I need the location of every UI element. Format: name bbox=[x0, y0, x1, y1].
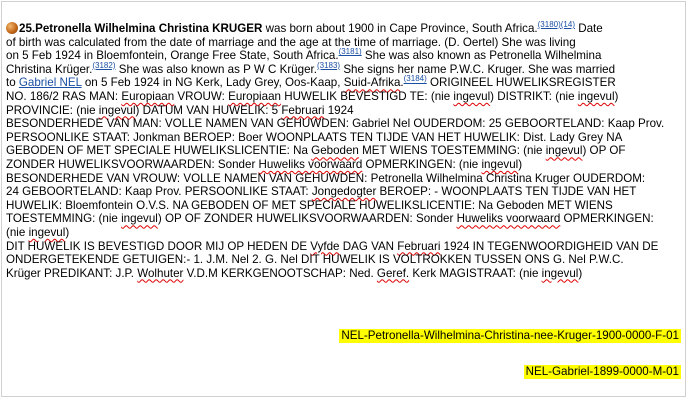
flagged-word: ingevul bbox=[545, 144, 583, 158]
text-line bbox=[6, 158, 686, 172]
text-segment: 1924 IN TEGENWOORDIGHEID VAN DE bbox=[440, 239, 659, 253]
flagged-word: Wolhuter bbox=[137, 266, 184, 280]
document-frame bbox=[1, 1, 686, 397]
text-line bbox=[6, 22, 686, 36]
text-line: HUWELIK: Bloemfontein O.V.S. NA GEBODEN OF MET SPECIALE HUWELIKSLICENTIE: Na Geboden MET WIENS bbox=[6, 198, 613, 212]
highlighted-spouse-id: NEL-Gabriel-1899-0000-M-01 bbox=[525, 365, 679, 378]
text-segment: ) DISTRIKT: (nie bbox=[490, 89, 578, 103]
text-segment: She was also known as Petronella Wilhelmina bbox=[361, 49, 602, 63]
text-segment: GEBODEN OF MET SPECIALE HUWELIKSLICENTIE: Na bbox=[6, 144, 312, 158]
text-segment: MET WIENS TOESTEMMING: (nie bbox=[358, 144, 546, 158]
text-line bbox=[6, 90, 686, 104]
text-segment: 1924 bbox=[324, 103, 354, 117]
text-segment: was born about 1900 in Cape Province, South Africa. bbox=[262, 22, 538, 35]
flagged-word: Februari bbox=[397, 239, 441, 253]
source-ref-link[interactable]: (3183) bbox=[316, 60, 341, 70]
text-segment: ) bbox=[614, 89, 619, 103]
source-ref bbox=[317, 61, 340, 70]
text-segment: Date bbox=[574, 22, 603, 35]
text-line: ONDERGETEKENDE GETUIGEN:- 1. J.M. Nel 2. G. Nel DIT HUWELIK IS VOLTROKKEN TUSSEN ONS G. Nel P.W.C. bbox=[6, 253, 624, 267]
text-segment: PROVINCIE: (nie bbox=[6, 103, 99, 117]
text-line: BESONDERHEDE VAN VROUW: VOLLE NAMEN VAN GEHUWDEN: Petronella Wilhelmina Christina Kruger OUDERDOM: bbox=[6, 171, 646, 185]
bullet-icon bbox=[6, 22, 18, 34]
text-segment: OPMERKINGEN: bbox=[560, 212, 654, 226]
flagged-word: ingevul bbox=[481, 157, 519, 171]
text-segment: ) DATUM VAN HUWELIK: 5 bbox=[135, 103, 282, 117]
text-segment: . bbox=[400, 76, 404, 90]
text-segment: ORIGINEEL HUWELIKSREGISTER bbox=[426, 76, 616, 90]
text-segment: She was also known as P W C Krüger. bbox=[115, 62, 317, 76]
text-line bbox=[6, 267, 686, 281]
text-line bbox=[6, 60, 686, 77]
text-segment: TOESTEMMING: (nie bbox=[6, 212, 122, 226]
text-segment: 24 GEBOORTELAND: Kaap Prov. PERSOONLIKE STAAT: bbox=[6, 185, 312, 199]
text-segment: BEROEP: - WOONPLAATS TEN TIJDE VAN HET bbox=[376, 185, 637, 199]
text-line: PERSOONLIKE STAAT: Jonkman BEROEP: Boer WOONPLAATS TEN TIJDE VAN HET HUWELIK: Dist. Lady Grey NA bbox=[6, 130, 623, 144]
source-ref-link[interactable]: (3182) bbox=[92, 60, 116, 70]
flagged-word: Februari bbox=[281, 103, 325, 117]
flagged-word: Europiaan bbox=[121, 89, 175, 103]
flagged-word: ingevul bbox=[28, 225, 66, 239]
text-segment: Christina Krüger. bbox=[6, 62, 93, 76]
flagged-word: ingevul bbox=[121, 212, 158, 226]
text-segment: DAG VAN bbox=[339, 239, 398, 253]
text-segment: ZONDER HUWELIKSVOORWAARDEN: Sonder bbox=[6, 157, 259, 171]
text-segment: OPMERKINGEN: (nie bbox=[362, 157, 482, 171]
flagged-word: ingevul bbox=[98, 103, 136, 117]
source-ref-link[interactable]: (3180)(14) bbox=[537, 20, 575, 30]
flagged-word: Vyfde bbox=[310, 239, 340, 253]
text-segment: ) bbox=[578, 266, 583, 280]
text-segment: NO. 186/2 RAS MAN: bbox=[6, 89, 122, 103]
flagged-word: Europiaan bbox=[228, 89, 281, 103]
text-segment: (nie bbox=[6, 225, 29, 239]
text-segment: on 5 Feb 1924 in NG Kerk, Lady Grey, Oos-Kaap, bbox=[81, 76, 344, 90]
text-segment: VROUW: bbox=[174, 89, 229, 103]
text-segment: ) bbox=[65, 225, 70, 239]
source-ref-link[interactable]: (3184) bbox=[403, 74, 427, 84]
source-ref bbox=[92, 61, 115, 70]
person-name: 25.Petronella Wilhelmina Christina KRUGER bbox=[19, 22, 263, 35]
flagged-word: Suid-Afrika bbox=[343, 76, 401, 90]
text-segment: She signs her name P.W.C. Kruger. She was married bbox=[340, 62, 616, 76]
text-segment: DIT HUWELIK IS BEVESTIGD DOOR MIJ OP HEDEN DE bbox=[6, 239, 311, 253]
source-ref bbox=[538, 20, 575, 29]
flagged-word: Huweliks voorwaard bbox=[258, 157, 363, 171]
person-entry bbox=[6, 22, 686, 280]
spouse-link[interactable]: Gabriel NEL bbox=[18, 76, 82, 90]
text-line: BESONDERHEDE VAN MAN: VOLLE NAMEN VAN GEHUWDEN: Gabriel Nel OUDERDOM: 25 GEBOORTELAND: Kaap Prov. bbox=[6, 117, 665, 131]
text-line bbox=[6, 226, 686, 240]
flagged-word: Geref. bbox=[376, 266, 410, 280]
text-segment: Kerk MAGISTRAAT: (nie bbox=[409, 266, 542, 280]
text-segment: to bbox=[6, 76, 19, 90]
text-line bbox=[6, 104, 686, 118]
flagged-word: ingevul bbox=[541, 266, 579, 280]
text-line bbox=[6, 212, 686, 226]
flagged-word: Huweliks voorwaard bbox=[456, 212, 561, 226]
highlighted-person-id: NEL-Petronella-Wilhelmina-Christina-nee-Kruger-1900-0000-F-01 bbox=[341, 329, 679, 342]
text-segment: Krüger PREDIKANT: J.P. bbox=[6, 266, 138, 280]
source-ref-link[interactable]: (3181) bbox=[338, 47, 362, 57]
text-segment: on 5 Feb 1924 in Bloemfontein, Orange Free State, South Africa. bbox=[6, 49, 339, 63]
source-ref bbox=[339, 47, 362, 56]
text-segment: ) OP OF bbox=[582, 144, 626, 158]
text-line: of birth was calculated from the date of marriage and the age at the time of marriage. (D. Oertel) She was living bbox=[6, 35, 576, 49]
text-segment: V.D.M KERKGENOOTSCHAP: Ned. bbox=[183, 266, 377, 280]
flagged-word: ingevul bbox=[453, 89, 491, 103]
text-line bbox=[6, 185, 686, 199]
text-segment: HUWELIK BEVESTIGD TE: (nie bbox=[280, 89, 454, 103]
text-segment: ) bbox=[518, 157, 523, 171]
flagged-word: ingevul bbox=[577, 89, 615, 103]
text-line bbox=[6, 76, 686, 90]
text-segment: ) OP OF ZONDER HUWELIKSVOORWAARDEN: Sonder bbox=[157, 212, 457, 226]
source-ref bbox=[404, 75, 427, 84]
text-line bbox=[6, 240, 686, 254]
text-line bbox=[6, 144, 686, 158]
flagged-word: Jongedogter bbox=[311, 185, 377, 199]
flagged-word: Geboden bbox=[311, 144, 359, 158]
